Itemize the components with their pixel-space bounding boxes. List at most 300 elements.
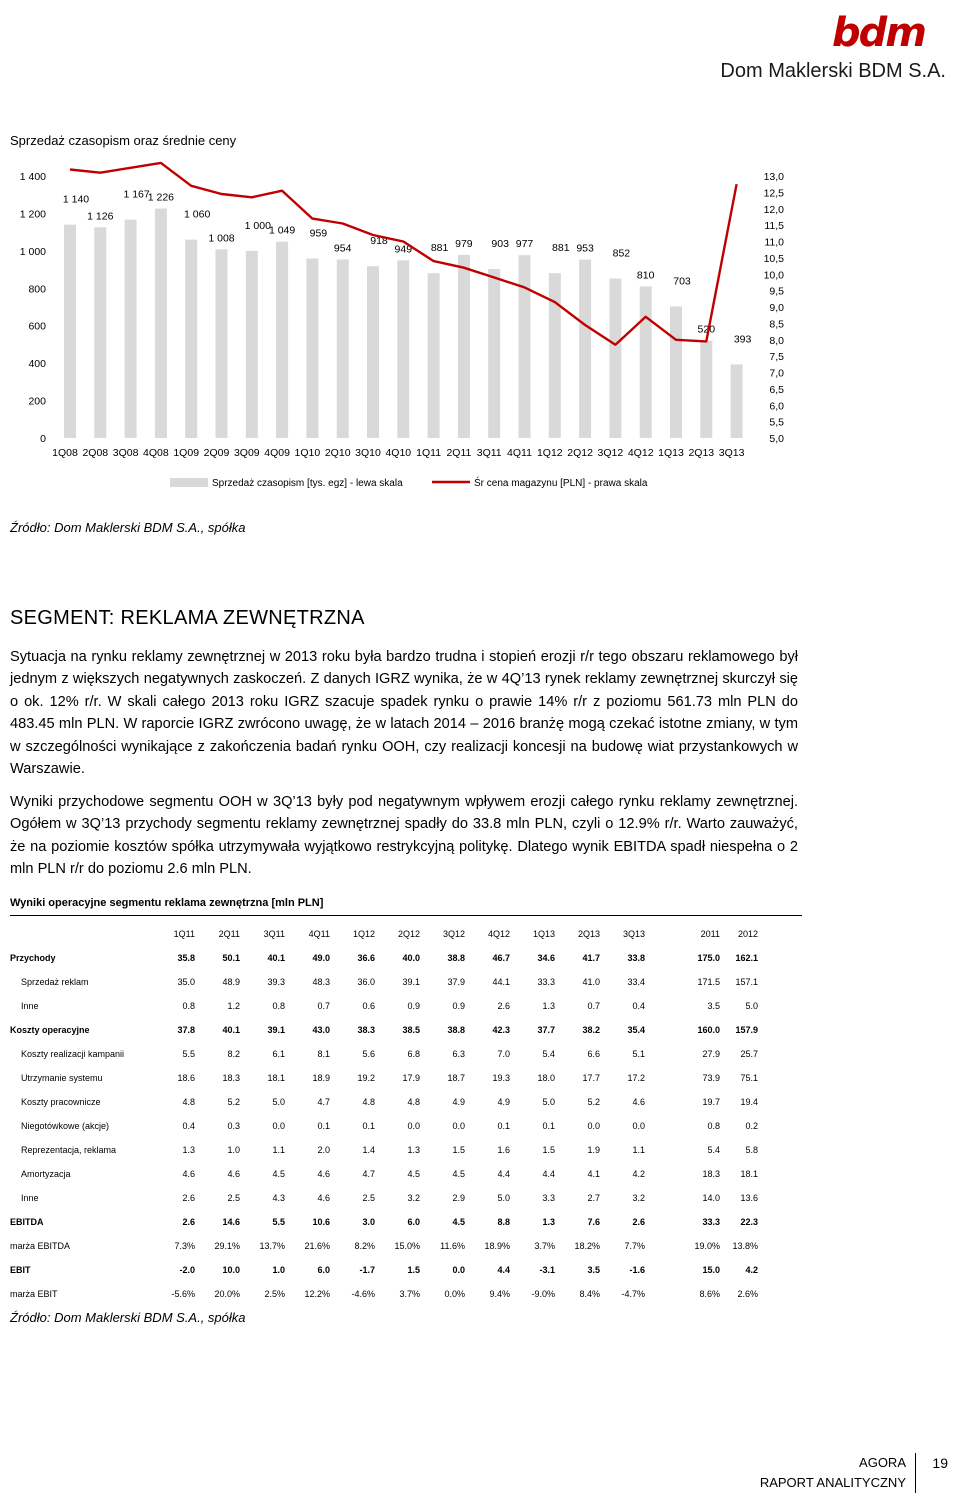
table-cell-year: 5.8 bbox=[745, 1145, 758, 1155]
table-cell: 17.7 bbox=[582, 1073, 600, 1083]
table-cell: 0.7 bbox=[317, 1001, 330, 1011]
x-axis-tick-label: 3Q11 bbox=[476, 447, 502, 459]
table-cell: 29.1% bbox=[214, 1241, 240, 1251]
table-row bbox=[10, 1258, 758, 1282]
bar-value-label: 1 226 bbox=[147, 191, 175, 204]
x-axis-tick-label: 4Q09 bbox=[264, 447, 290, 459]
bar-sales bbox=[125, 220, 137, 438]
bar-value-label: 520 bbox=[697, 323, 716, 336]
table-cell: -5.6% bbox=[171, 1289, 195, 1299]
table-cell: 41.0 bbox=[582, 977, 600, 987]
table-cell-year: 171.5 bbox=[697, 977, 720, 987]
bar-value-label: 1 060 bbox=[184, 208, 211, 221]
table-cell-year: 5.4 bbox=[707, 1145, 720, 1155]
table-cell: 18.1 bbox=[267, 1073, 285, 1083]
table-row bbox=[10, 1186, 758, 1210]
x-axis-tick-label: 2Q12 bbox=[567, 447, 593, 459]
chart-title: Sprzedaż czasopism oraz średnie ceny bbox=[10, 133, 237, 148]
table-cell-year: 4.2 bbox=[745, 1265, 758, 1275]
x-axis-tick-label: 2Q09 bbox=[203, 447, 230, 459]
table-cell: 48.3 bbox=[312, 977, 330, 987]
table-cell: 19.3 bbox=[492, 1073, 510, 1083]
table-cell: 5.0 bbox=[497, 1193, 510, 1203]
header-quarter: 1Q12 bbox=[352, 929, 375, 939]
header-quarter: 3Q11 bbox=[263, 929, 285, 939]
table-cell: 7.6 bbox=[587, 1217, 600, 1227]
row-label: Inne bbox=[21, 1193, 39, 1203]
bar-sales bbox=[216, 249, 228, 438]
table-cell: 38.3 bbox=[357, 1025, 375, 1035]
table-cell: 38.8 bbox=[447, 953, 465, 963]
bar-sales bbox=[397, 260, 409, 438]
table-cell: 4.6 bbox=[317, 1169, 330, 1179]
table-cell: 38.8 bbox=[447, 1025, 465, 1035]
table-cell: 0.1 bbox=[362, 1121, 375, 1131]
table-cell-year: 160.0 bbox=[697, 1025, 720, 1035]
header-gap bbox=[645, 922, 682, 946]
table-cell: -1.7 bbox=[359, 1265, 375, 1275]
table-cell: 46.7 bbox=[492, 953, 510, 963]
table-cell: 34.6 bbox=[537, 953, 555, 963]
table-cell-year: 15.0 bbox=[702, 1265, 720, 1275]
table-cell: 18.3 bbox=[222, 1073, 240, 1083]
table-row bbox=[10, 1138, 758, 1162]
bar-value-label: 393 bbox=[733, 333, 752, 346]
table-cell-year: 33.3 bbox=[702, 1217, 720, 1227]
x-axis-tick-label: 4Q12 bbox=[627, 447, 654, 459]
x-axis-tick-label: 3Q09 bbox=[233, 447, 260, 459]
table-cell: 0.8 bbox=[182, 1001, 195, 1011]
gap-cell bbox=[645, 970, 682, 994]
x-axis-tick-label: 3Q08 bbox=[112, 447, 139, 459]
table-cell: 2.7 bbox=[587, 1193, 600, 1203]
bar-sales bbox=[700, 341, 712, 438]
right-axis-tick-label: 5,5 bbox=[769, 416, 784, 429]
x-axis-tick-label: 4Q10 bbox=[385, 447, 412, 459]
gap-cell bbox=[645, 946, 682, 970]
bar-sales bbox=[640, 286, 652, 438]
table-cell: 1.3 bbox=[407, 1145, 420, 1155]
footer-divider bbox=[915, 1453, 916, 1493]
legend-label-sales: Sprzedaż czasopism [tys. egz] - lewa skala bbox=[212, 478, 403, 489]
table-cell: 18.7 bbox=[447, 1073, 465, 1083]
left-axis-tick-label: 400 bbox=[28, 358, 46, 371]
header-quarter: 3Q13 bbox=[622, 929, 645, 939]
table-cell: 7.0 bbox=[497, 1049, 510, 1059]
bar-value-label: 1 049 bbox=[268, 224, 296, 237]
table-row bbox=[10, 1114, 758, 1138]
table-cell: 5.6 bbox=[362, 1049, 375, 1059]
table-row bbox=[10, 994, 758, 1018]
x-axis-tick-label: 1Q13 bbox=[658, 447, 684, 459]
left-axis-tick-label: 1 000 bbox=[19, 245, 46, 258]
bar-sales bbox=[458, 255, 470, 438]
table-row bbox=[10, 1090, 758, 1114]
table-cell: 39.3 bbox=[267, 977, 285, 987]
table-cell: 43.0 bbox=[312, 1025, 330, 1035]
x-axis-tick-label: 4Q08 bbox=[143, 447, 169, 459]
bar-value-label: 903 bbox=[491, 238, 509, 251]
table-cell: 35.4 bbox=[627, 1025, 645, 1035]
paragraph-results: Wyniki przychodowe segmentu OOH w 3Q’13 były pod negatywnym wpływem erozji całego rynku reklamy zewnętrznej. Ogółem w 3Q’13 przychody segmentu reklamy zewnętrznej spadły do 33.8 mln PLN, czyli o 12.9% r/r. Warto zauważyć, że na poziomie kosztów spółka utrzymywała wyjątkowo restrykcyjną politykę. Dlatego wynik EBITDA spadł niespełna o 2 mln PLN r/r do poziomu 2.6 mln PLN. bbox=[10, 794, 798, 878]
gap-cell bbox=[645, 1258, 682, 1282]
table-cell: 37.8 bbox=[177, 1025, 195, 1035]
gap-cell bbox=[645, 1210, 682, 1234]
header-empty-cell bbox=[10, 922, 150, 946]
table-cell-year: 18.1 bbox=[740, 1169, 758, 1179]
table-cell: 4.9 bbox=[452, 1097, 465, 1107]
table-cell: 4.4 bbox=[542, 1169, 555, 1179]
table-top-rule bbox=[10, 915, 802, 916]
table-cell: 5.2 bbox=[587, 1097, 600, 1107]
row-label: Utrzymanie systemu bbox=[21, 1073, 103, 1083]
table-cell: 8.2 bbox=[227, 1049, 240, 1059]
table-cell: 6.1 bbox=[272, 1049, 285, 1059]
left-axis-tick-label: 0 bbox=[40, 433, 46, 445]
table-cell: 1.1 bbox=[272, 1145, 285, 1155]
table-cell: 8.2% bbox=[354, 1241, 375, 1251]
table-cell: -9.0% bbox=[531, 1289, 555, 1299]
table-cell: 5.5 bbox=[182, 1049, 195, 1059]
right-axis-tick-label: 5,0 bbox=[769, 433, 784, 445]
table-cell-year: 18.3 bbox=[702, 1169, 720, 1179]
table-cell-year: 2.6% bbox=[737, 1289, 758, 1299]
right-axis-tick-label: 11,0 bbox=[764, 236, 784, 249]
gap-cell bbox=[645, 1282, 682, 1306]
table-cell-year: 157.1 bbox=[735, 977, 758, 987]
table-cell: 1.5 bbox=[407, 1265, 420, 1275]
table-cell: 1.0 bbox=[227, 1145, 240, 1155]
x-axis-tick-label: 1Q09 bbox=[173, 447, 200, 459]
row-label: Przychody bbox=[10, 953, 56, 963]
table-cell: 1.5 bbox=[542, 1145, 555, 1155]
page-number: 19 bbox=[932, 1455, 948, 1471]
table-cell-year: 13.6 bbox=[740, 1193, 758, 1203]
right-axis-tick-label: 10,5 bbox=[763, 252, 784, 265]
table-cell: 48.9 bbox=[222, 977, 240, 987]
table-cell: 4.5 bbox=[452, 1169, 465, 1179]
table-cell: 20.0% bbox=[214, 1289, 240, 1299]
table-cell: -3.1 bbox=[539, 1265, 555, 1275]
bar-value-label: 977 bbox=[515, 238, 534, 251]
left-axis-tick-label: 1 200 bbox=[19, 208, 46, 221]
table-cell-year: 22.3 bbox=[740, 1217, 758, 1227]
x-axis-tick-label: 1Q08 bbox=[52, 447, 78, 459]
bar-sales bbox=[155, 209, 167, 438]
table-row bbox=[10, 1210, 758, 1234]
table-cell: 18.2% bbox=[574, 1241, 600, 1251]
table-cell: 6.0 bbox=[407, 1217, 420, 1227]
table-cell: 18.0 bbox=[537, 1073, 555, 1083]
x-axis-tick-label: 2Q10 bbox=[324, 447, 351, 459]
right-axis-tick-label: 6,5 bbox=[769, 383, 784, 396]
table-cell: 40.0 bbox=[402, 953, 420, 963]
row-label: Niegotówkowe (akcje) bbox=[21, 1121, 110, 1131]
table-cell: 33.4 bbox=[627, 977, 645, 987]
row-label: EBITDA bbox=[10, 1217, 44, 1227]
row-label: Koszty operacyjne bbox=[10, 1025, 90, 1035]
table-row bbox=[10, 1018, 758, 1042]
table-cell: 36.6 bbox=[357, 953, 375, 963]
table-cell: 2.6 bbox=[632, 1217, 645, 1227]
bar-sales bbox=[94, 227, 106, 438]
operating-results-table bbox=[10, 922, 758, 1306]
gap-cell bbox=[645, 1018, 682, 1042]
paragraph-market: Sytuacja na rynku reklamy zewnętrznej w 2013 roku była bardzo trudna i stopień erozji r/r tego obszaru reklamowego był jednym z większych negatywnych zaskoczeń. Z danych IGRZ wynika, że w 4Q’13 rynek reklamy zewnętrznej skurczył się o ok. 12% r/r. W skali całego 2013 roku IGRZ szacuje spadek rynku o prawie 14% r/r z poziomu 561.73 mln PLN do 483.45 mln PLN. W raporcie IGRZ zwrócono uwagę, że w latach 2014 – 2016 branżę mogą czekać istotne zmiany, w tym w szczególności wynikające z zakończenia badań rynku OOH, czy realizacji koncesji na budowę wiat przystankowych w Warszawie. bbox=[10, 649, 798, 778]
table-cell: -4.7% bbox=[621, 1289, 645, 1299]
gap-cell bbox=[645, 1090, 682, 1114]
bar-value-label: 852 bbox=[612, 247, 631, 260]
bar-sales bbox=[64, 225, 76, 438]
table-cell: 3.5 bbox=[587, 1265, 600, 1275]
table-cell: 6.6 bbox=[587, 1049, 600, 1059]
bar-value-label: 949 bbox=[394, 243, 413, 256]
table-cell: 40.1 bbox=[222, 1025, 240, 1035]
table-cell: 1.3 bbox=[542, 1217, 555, 1227]
table-cell: 41.7 bbox=[582, 953, 600, 963]
gap-cell bbox=[645, 1066, 682, 1090]
table-row bbox=[10, 970, 758, 994]
table-cell: 13.7% bbox=[259, 1241, 285, 1251]
bar-sales bbox=[579, 260, 591, 438]
x-axis-tick-label: 3Q10 bbox=[355, 447, 381, 459]
table-cell: 4.4 bbox=[497, 1265, 510, 1275]
table-cell: 2.9 bbox=[452, 1193, 465, 1203]
table-cell-year: 0.8 bbox=[707, 1121, 720, 1131]
right-axis-tick-label: 11,5 bbox=[764, 220, 784, 233]
table-row bbox=[10, 1066, 758, 1090]
x-axis-tick-label: 2Q13 bbox=[688, 447, 715, 459]
right-axis-tick-label: 7,5 bbox=[769, 351, 784, 364]
table-cell: 49.0 bbox=[312, 953, 330, 963]
table-cell: 4.8 bbox=[182, 1097, 195, 1107]
table-cell: 4.5 bbox=[272, 1169, 285, 1179]
table-cell: 21.6% bbox=[304, 1241, 330, 1251]
right-axis-tick-label: 10,0 bbox=[763, 269, 784, 282]
bdm-logo-mark bbox=[830, 8, 934, 56]
chart-source: Źródło: Dom Maklerski BDM S.A., spółka bbox=[10, 520, 246, 535]
row-label: Koszty pracownicze bbox=[21, 1097, 101, 1107]
bar-sales bbox=[246, 251, 258, 438]
header-quarter: 1Q13 bbox=[532, 929, 555, 939]
table-cell: 0.4 bbox=[182, 1121, 195, 1131]
table-cell: 3.3 bbox=[542, 1193, 555, 1203]
table-cell: 6.8 bbox=[407, 1049, 420, 1059]
bar-value-label: 1 126 bbox=[87, 210, 114, 223]
row-label: EBIT bbox=[10, 1265, 31, 1275]
table-cell: 14.6 bbox=[222, 1217, 240, 1227]
header-quarter: 4Q12 bbox=[487, 929, 510, 939]
table-cell: 4.4 bbox=[497, 1169, 510, 1179]
table-cell: 8.4% bbox=[579, 1289, 600, 1299]
left-axis-tick-label: 1 400 bbox=[19, 171, 46, 183]
table-source: Źródło: Dom Maklerski BDM S.A., spółka bbox=[10, 1310, 246, 1325]
table-cell: 7.7% bbox=[624, 1241, 645, 1251]
bar-sales bbox=[549, 273, 561, 438]
right-axis-tick-label: 8,0 bbox=[769, 334, 784, 347]
table-row bbox=[10, 946, 758, 970]
table-cell: 7.3% bbox=[174, 1241, 195, 1251]
table-cell: 35.8 bbox=[177, 953, 195, 963]
table-cell: 10.0 bbox=[222, 1265, 240, 1275]
table-cell: 5.1 bbox=[632, 1049, 645, 1059]
right-axis-tick-label: 7,0 bbox=[769, 367, 784, 380]
table-cell: 44.1 bbox=[492, 977, 510, 987]
table-cell: 5.2 bbox=[227, 1097, 240, 1107]
table-cell: 17.9 bbox=[402, 1073, 420, 1083]
table-cell: 19.2 bbox=[357, 1073, 375, 1083]
table-cell: 10.6 bbox=[312, 1217, 330, 1227]
right-axis-tick-label: 8,5 bbox=[769, 318, 784, 331]
header-year: 2011 bbox=[700, 929, 720, 939]
logo-mark-text: bdm bbox=[832, 10, 925, 56]
x-axis-tick-label: 3Q12 bbox=[597, 447, 624, 459]
table-cell: -2.0 bbox=[179, 1265, 195, 1275]
table-cell-year: 8.6% bbox=[699, 1289, 720, 1299]
table-cell: 0.0 bbox=[407, 1121, 420, 1131]
table-cell: 6.3 bbox=[452, 1049, 465, 1059]
right-axis-tick-label: 13,0 bbox=[763, 171, 784, 183]
table-cell: 38.2 bbox=[582, 1025, 600, 1035]
sales-price-chart bbox=[0, 160, 960, 500]
table-row bbox=[10, 1042, 758, 1066]
company-name: Dom Maklerski BDM S.A. bbox=[720, 60, 946, 82]
table-cell-year: 14.0 bbox=[702, 1193, 720, 1203]
bar-value-label: 953 bbox=[576, 242, 594, 255]
page-footer bbox=[750, 1451, 950, 1495]
table-cell: 4.6 bbox=[632, 1097, 645, 1107]
table-cell: 1.3 bbox=[542, 1001, 555, 1011]
bar-value-label: 703 bbox=[673, 275, 691, 288]
table-cell: 35.0 bbox=[177, 977, 195, 987]
table-cell: 8.8 bbox=[497, 1217, 510, 1227]
bar-sales bbox=[306, 259, 318, 438]
company-logo bbox=[706, 8, 946, 80]
table-cell: 4.2 bbox=[632, 1169, 645, 1179]
table-cell: 0.1 bbox=[497, 1121, 510, 1131]
table-cell: 4.5 bbox=[452, 1217, 465, 1227]
table-cell: 2.6 bbox=[182, 1217, 195, 1227]
legend-label-price: Śr cena magazynu [PLN] - prawa skala bbox=[474, 478, 648, 489]
table-cell: 8.1 bbox=[317, 1049, 330, 1059]
table-cell: 39.1 bbox=[402, 977, 420, 987]
table-cell-year: 19.0% bbox=[694, 1241, 720, 1251]
table-cell: 17.2 bbox=[627, 1073, 645, 1083]
table-cell: 39.1 bbox=[267, 1025, 285, 1035]
bar-value-label: 810 bbox=[636, 269, 655, 282]
table-cell-year: 75.1 bbox=[740, 1073, 758, 1083]
table-cell: 12.2% bbox=[304, 1289, 330, 1299]
table-cell: 37.7 bbox=[537, 1025, 555, 1035]
header-quarter: 2Q13 bbox=[577, 929, 600, 939]
bar-value-label: 1 167 bbox=[123, 188, 150, 201]
legend-swatch-sales bbox=[170, 478, 208, 487]
table-cell: 0.9 bbox=[407, 1001, 420, 1011]
table-cell-year: 27.9 bbox=[702, 1049, 720, 1059]
table-cell: 3.2 bbox=[632, 1193, 645, 1203]
row-label: Reprezentacja, reklama bbox=[21, 1145, 117, 1155]
table-cell: 0.0% bbox=[444, 1289, 465, 1299]
bar-value-label: 979 bbox=[455, 237, 473, 250]
x-axis-tick-label: 2Q11 bbox=[446, 447, 472, 459]
table-cell: 33.3 bbox=[537, 977, 555, 987]
right-axis-tick-label: 12,5 bbox=[763, 187, 784, 200]
header-quarter: 1Q11 bbox=[173, 929, 195, 939]
table-cell-year: 157.9 bbox=[735, 1025, 758, 1035]
table-cell: 3.7% bbox=[534, 1241, 555, 1251]
table-cell: 1.4 bbox=[362, 1145, 375, 1155]
table-cell: 2.5 bbox=[362, 1193, 375, 1203]
table-cell: 4.6 bbox=[227, 1169, 240, 1179]
gap-cell bbox=[645, 1162, 682, 1186]
header-quarter: 2Q12 bbox=[397, 929, 420, 939]
table-cell: 18.6 bbox=[177, 1073, 195, 1083]
table-cell-year: 19.4 bbox=[740, 1097, 758, 1107]
gap-cell bbox=[645, 1114, 682, 1138]
bar-sales bbox=[488, 269, 500, 438]
table-row bbox=[10, 1162, 758, 1186]
row-label: Sprzedaż reklam bbox=[21, 977, 89, 987]
left-axis-tick-label: 600 bbox=[28, 320, 46, 333]
table-row bbox=[10, 1234, 758, 1258]
table-cell: 5.5 bbox=[272, 1217, 285, 1227]
table-cell: 0.0 bbox=[452, 1121, 465, 1131]
table-cell: 36.0 bbox=[357, 977, 375, 987]
table-cell: 3.0 bbox=[362, 1217, 375, 1227]
table-cell: 6.0 bbox=[317, 1265, 330, 1275]
row-label: marża EBIT bbox=[10, 1289, 58, 1299]
bar-sales bbox=[337, 259, 349, 438]
table-cell-year: 0.2 bbox=[745, 1121, 758, 1131]
table-cell: 0.1 bbox=[542, 1121, 555, 1131]
table-cell: 1.2 bbox=[227, 1001, 240, 1011]
table-cell: 2.5 bbox=[227, 1193, 240, 1203]
table-cell: 18.9% bbox=[484, 1241, 510, 1251]
table-cell: 4.7 bbox=[317, 1097, 330, 1107]
table-cell: 4.7 bbox=[362, 1169, 375, 1179]
table-cell: 2.6 bbox=[497, 1001, 510, 1011]
header-quarter: 4Q11 bbox=[308, 929, 330, 939]
bar-value-label: 881 bbox=[430, 242, 449, 255]
gap-cell bbox=[645, 1186, 682, 1210]
table-cell: 2.0 bbox=[317, 1145, 330, 1155]
left-axis-tick-label: 200 bbox=[28, 395, 46, 408]
table-cell: 4.8 bbox=[407, 1097, 420, 1107]
bar-value-label: 1 008 bbox=[208, 232, 235, 245]
table-cell: 0.6 bbox=[362, 1001, 375, 1011]
table-cell: 4.8 bbox=[362, 1097, 375, 1107]
table-cell-year: 175.0 bbox=[697, 953, 720, 963]
x-axis-tick-label: 1Q12 bbox=[536, 447, 563, 459]
x-axis-tick-label: 1Q11 bbox=[416, 447, 442, 459]
table-cell: 0.8 bbox=[272, 1001, 285, 1011]
right-axis-tick-label: 9,0 bbox=[769, 302, 784, 314]
table-cell: 1.5 bbox=[452, 1145, 465, 1155]
table-title: Wyniki operacyjne segmentu reklama zewnętrzna [mln PLN] bbox=[10, 897, 324, 909]
table-cell: 4.9 bbox=[497, 1097, 510, 1107]
table-cell: 3.7% bbox=[399, 1289, 420, 1299]
table-cell: 0.3 bbox=[227, 1121, 240, 1131]
table-cell: 2.6 bbox=[182, 1193, 195, 1203]
x-axis-tick-label: 1Q10 bbox=[294, 447, 321, 459]
right-axis-tick-label: 9,5 bbox=[769, 285, 784, 298]
header-quarter: 2Q11 bbox=[218, 929, 240, 939]
bar-value-label: 959 bbox=[309, 227, 328, 240]
table-cell: -1.6 bbox=[629, 1265, 645, 1275]
table-cell-year: 5.0 bbox=[745, 1001, 758, 1011]
table-cell: 1.3 bbox=[182, 1145, 195, 1155]
table-cell: 0.9 bbox=[452, 1001, 465, 1011]
